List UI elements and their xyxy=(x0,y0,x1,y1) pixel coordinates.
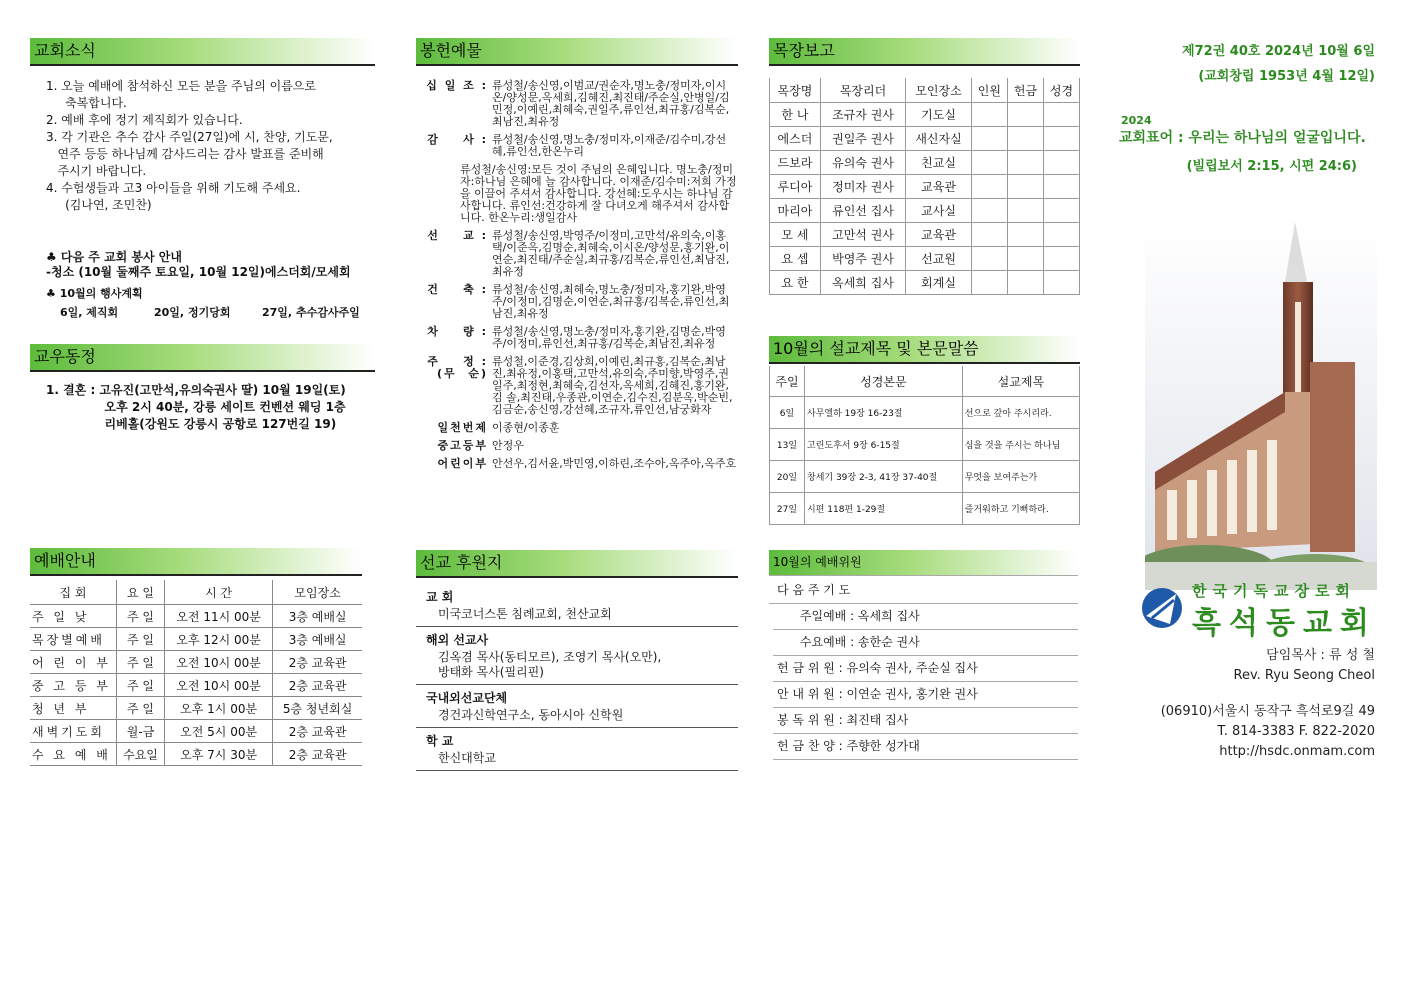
offering-group xyxy=(416,422,738,434)
cell-cell: 교사실 xyxy=(906,199,972,223)
sermon-cell: 선으로 갚아 주시리라. xyxy=(962,397,1079,429)
table-row xyxy=(770,271,1080,295)
founded-line: (교회창립 1953년 4월 12일) xyxy=(1198,69,1375,84)
pastor: 담임목사 : 류 성 철 xyxy=(1266,648,1375,663)
offering-label: 선 교 : xyxy=(427,229,488,242)
cell-cell: 에스더 xyxy=(770,127,821,151)
table-row xyxy=(30,605,362,628)
offering-label: 일천번제 xyxy=(437,421,488,434)
sermon-header: 10월의 설교제목 및 본문말씀 xyxy=(769,336,1080,364)
column-1 xyxy=(30,38,375,433)
cell-empty-cell xyxy=(971,103,1007,127)
cell-cell: 교육관 xyxy=(906,175,972,199)
offering-group xyxy=(416,230,738,278)
offering-label: 어린이부 xyxy=(437,457,488,470)
cell-empty-cell xyxy=(1007,127,1043,151)
cell-header: 목장보고 xyxy=(769,38,1080,66)
table-row xyxy=(770,429,1080,461)
masthead xyxy=(1085,40,1375,174)
news-item: 2. 예배 후에 정기 제직회가 있습니다. xyxy=(46,113,243,127)
cell-cell: 모 세 xyxy=(770,223,821,247)
service-notice xyxy=(30,250,375,320)
offering-names: 이종현/이종훈 xyxy=(492,421,560,434)
duty-line: 안 내 위 원 : 이연순 권사, 홍기완 권사 xyxy=(773,682,1078,708)
worship-cell: 2층 교육관 xyxy=(273,720,362,743)
offering-label: 중고등부 xyxy=(437,439,488,452)
denomination-name: 한국기독교장로회 xyxy=(1192,582,1356,600)
cell-empty-cell xyxy=(1043,151,1079,175)
worship-cell: 오후 1시 00분 xyxy=(165,697,273,720)
worship-cell: 5층 청년회실 xyxy=(273,697,362,720)
sermon-cell: 시편 118편 1-29절 xyxy=(805,493,963,525)
sermon-cell: 심을 것을 주시는 하나님 xyxy=(962,429,1079,461)
cell-col-header: 모인장소 xyxy=(906,78,972,103)
cell-cell: 고만석 권사 xyxy=(820,223,905,247)
worship-cell: 목장별예배 xyxy=(30,628,117,651)
offering-group xyxy=(416,440,738,452)
cell-col-header: 헌금 xyxy=(1007,78,1043,103)
church-logo xyxy=(1140,580,1380,641)
worship-cell: 오전 11시 00분 xyxy=(165,605,273,628)
sermon-cell: 창세기 39장 2-3, 41장 37-40절 xyxy=(805,461,963,493)
year-label: 2024 xyxy=(1121,114,1152,127)
table-row xyxy=(30,674,362,697)
offering-names: 류성철/송신영,최혜숙,명노충/정미자,홍기완,박영주/이정미,김명순,이연순,최규홍/김복순,류인선,최남진,최유정 xyxy=(492,283,730,320)
cell-empty-cell xyxy=(1007,223,1043,247)
cell-cell: 류인선 집사 xyxy=(820,199,905,223)
news-item: 주시기 바랍니다. xyxy=(46,164,147,178)
cell-header-row xyxy=(770,78,1080,103)
cell-cell: 선교원 xyxy=(906,247,972,271)
sermon-cell: 6일 xyxy=(770,397,805,429)
mission-entry: 방태화 목사(필리핀) xyxy=(438,665,544,679)
cell-cell: 요 셉 xyxy=(770,247,821,271)
sermon-header-row xyxy=(770,366,1080,397)
sermon-cell: 무엇을 보여주는가 xyxy=(962,461,1079,493)
phone: T. 814-3383 F. 822-2020 xyxy=(1217,724,1375,739)
mission-entries xyxy=(416,605,738,627)
service-head: ♣ 다음 주 교회 봉사 안내 xyxy=(46,250,182,264)
event-2: 20일, 정기당회 xyxy=(154,306,231,319)
worship-cell: 새벽기도회 xyxy=(30,720,117,743)
mission-section xyxy=(416,550,738,771)
member-line: 오후 2시 40분, 강릉 세이트 컨벤션 웨딩 1층 xyxy=(46,400,346,414)
cell-cell: 기도실 xyxy=(906,103,972,127)
mission-entry: 한신대학교 xyxy=(438,751,496,765)
offering-header: 봉헌예물 xyxy=(416,38,738,66)
cell-empty-cell xyxy=(1043,127,1079,151)
verse: (빌립보서 2:15, 시편 24:6) xyxy=(1186,159,1357,174)
cell-empty-cell xyxy=(1043,223,1079,247)
sermon-cell: 27일 xyxy=(770,493,805,525)
worship-cell: 3층 예배실 xyxy=(273,628,362,651)
mission-entry: 경건과신학연구소, 동아시아 신학원 xyxy=(438,708,624,722)
table-row xyxy=(770,151,1080,175)
mission-category: 학 교 xyxy=(426,734,454,748)
worship-cell: 2층 교육관 xyxy=(273,743,362,766)
worship-cell: 어 린 이 부 xyxy=(30,651,117,674)
cell-empty-cell xyxy=(1043,175,1079,199)
worship-header-row xyxy=(30,580,362,605)
cell-cell: 옥세희 집사 xyxy=(820,271,905,295)
sermon-col-header: 주일 xyxy=(770,366,805,397)
news-item: 3. 각 기관은 추수 감사 주일(27일)에 시, 찬양, 기도문, xyxy=(46,130,333,144)
cell-empty-cell xyxy=(1043,103,1079,127)
mission-list xyxy=(416,584,738,771)
cell-empty-cell xyxy=(1007,151,1043,175)
offering-label: 차 량 : xyxy=(427,325,488,338)
news-item: (김나연, 조민찬) xyxy=(46,198,152,212)
cell-empty-cell xyxy=(971,271,1007,295)
worship-cell: 오후 7시 30분 xyxy=(165,743,273,766)
worship-header: 예배안내 xyxy=(30,548,362,576)
offering-names: 류성철/송신영,명노충/정미자,이재준/김수미,강선혜,류인선,한온누리 xyxy=(492,133,727,158)
offering-group xyxy=(416,80,738,128)
table-row xyxy=(770,175,1080,199)
cell-empty-cell xyxy=(1043,199,1079,223)
duty-line: 다 음 주 기 도 xyxy=(773,578,1078,604)
sermon-cell: 20일 xyxy=(770,461,805,493)
duty-list xyxy=(769,578,1078,753)
cell-cell: 요 한 xyxy=(770,271,821,295)
worship-cell: 주 일 xyxy=(117,697,165,720)
cell-cell: 마리아 xyxy=(770,199,821,223)
mission-entry: 미국코너스톤 침례교회, 천산교회 xyxy=(438,607,612,621)
events-head: ♣ 10월의 행사계획 xyxy=(46,287,143,300)
worship-cell: 3층 예배실 xyxy=(273,605,362,628)
members-header: 교우동정 xyxy=(30,344,375,372)
offering-list xyxy=(416,66,738,470)
cell-empty-cell xyxy=(1007,199,1043,223)
worship-cell: 월-금 xyxy=(117,720,165,743)
member-line: 리베홀(강원도 강릉시 공항로 127번길 19) xyxy=(46,417,337,431)
worship-cell: 주 일 xyxy=(117,651,165,674)
cell-cell: 회계실 xyxy=(906,271,972,295)
worship-cell: 오전 5시 00분 xyxy=(165,720,273,743)
mission-entries xyxy=(416,749,738,771)
column-2 xyxy=(416,38,738,476)
cell-table xyxy=(769,78,1080,295)
cell-col-header: 성경 xyxy=(1043,78,1079,103)
events-row xyxy=(46,305,375,320)
table-row xyxy=(770,461,1080,493)
news-item: 4. 수험생들과 고3 아이들을 위해 기도해 주세요. xyxy=(46,181,301,195)
issue-line: 제72권 40호 2024년 10월 6일 xyxy=(1182,44,1375,59)
offering-names: 안정우 xyxy=(492,439,524,452)
cell-col-header: 목장명 xyxy=(770,78,821,103)
cell-empty-cell xyxy=(971,151,1007,175)
table-row xyxy=(770,247,1080,271)
sermon-col-header: 성경본문 xyxy=(805,366,963,397)
worship-cell: 주 일 낮 xyxy=(30,605,117,628)
table-row xyxy=(30,628,362,651)
worship-cell: 수요일 xyxy=(117,743,165,766)
duty-line: 헌 금 찬 양 : 주향한 성가대 xyxy=(773,734,1078,760)
worship-col-header: 집 회 xyxy=(30,580,117,605)
cell-cell: 조규자 권사 xyxy=(820,103,905,127)
worship-cell: 주 일 xyxy=(117,605,165,628)
cell-cell: 교육관 xyxy=(906,223,972,247)
cell-cell: 드보라 xyxy=(770,151,821,175)
offering-names: 류성철/송신영,이범교/권순자,명노충/정미자,이시온/양성문,옥세희,김혜진,최진태/주순실,안병일/김민정,이예린,최혜숙,권일주,류인선,최규홍/김복순,최남진,최유정 xyxy=(492,79,730,128)
offering-names: 류성철/송신영,박영주/이정미,고만석/유의숙,이홍택/이준옥,김명순,최혜숙,이시온/양성문,홍기완,이연순,최진태/주순실,최규홍/김복순,류인선,최남진,최유정 xyxy=(492,229,730,278)
mission-category: 국내외선교단체 xyxy=(426,691,508,705)
cell-cell: 권일주 권사 xyxy=(820,127,905,151)
offering-group xyxy=(416,284,738,320)
table-row xyxy=(30,651,362,674)
worship-cell: 2층 교육관 xyxy=(273,651,362,674)
news-header: 교회소식 xyxy=(30,38,375,66)
sermon-col-header: 설교제목 xyxy=(962,366,1079,397)
sermon-cell: 13일 xyxy=(770,429,805,461)
duty-line: 봉 독 위 원 : 최진태 집사 xyxy=(773,708,1078,734)
offering-names: 류성철/송신영,명노충/정미자,홍기완,김명순,박영주/이정미,류인선,최규홍/김복순,최남진,최유정 xyxy=(492,325,726,350)
duty-line: 주일예배 : 옥세희 집사 xyxy=(773,604,1078,630)
cell-empty-cell xyxy=(1007,175,1043,199)
cell-cell: 정미자 권사 xyxy=(820,175,905,199)
mission-category: 교 회 xyxy=(426,590,454,604)
website: http://hsdc.onmam.com xyxy=(1219,744,1375,759)
offering-label: 감 사 : xyxy=(427,133,488,146)
cell-empty-cell xyxy=(1007,103,1043,127)
cell-cell: 친교실 xyxy=(906,151,972,175)
worship-cell: 주 일 xyxy=(117,628,165,651)
offering-group xyxy=(416,164,738,224)
cell-cell: 유의숙 권사 xyxy=(820,151,905,175)
sermon-cell: 고린도후서 9장 6-15절 xyxy=(805,429,963,461)
duty-line: 수요예배 : 송한순 권사 xyxy=(773,630,1078,656)
worship-cell: 오전 10시 00분 xyxy=(165,651,273,674)
offering-label xyxy=(416,164,460,224)
cell-cell: 새신자실 xyxy=(906,127,972,151)
church-building-illustration xyxy=(1145,222,1377,590)
table-row xyxy=(30,743,362,766)
table-row xyxy=(30,697,362,720)
offering-group xyxy=(416,356,738,416)
denomination-logo-icon xyxy=(1140,586,1184,630)
offering-label: 건 축 : xyxy=(427,283,488,296)
cell-col-header: 인원 xyxy=(971,78,1007,103)
worship-cell: 2층 교육관 xyxy=(273,674,362,697)
motto: 교회표어 : 우리는 하나님의 얼굴입니다. xyxy=(1119,130,1366,146)
offering-names: 류성철,이준경,김상희,이예린,최규홍,김복순,최남진,최유정,이홍택,고만석,유의숙,주미향,박영주,권일주,최정현,최혜숙,김선자,옥세희,김혜진,홍기완,김 솔,최진태,우종관,이연순,김수진,김분옥,박순빈,김금순,송신영,강선혜,조규자,류인선,남궁화자 xyxy=(492,355,733,416)
cell-col-header: 목장리더 xyxy=(820,78,905,103)
worship-table xyxy=(30,580,362,766)
cell-empty-cell xyxy=(971,199,1007,223)
cell-empty-cell xyxy=(1007,247,1043,271)
offering-label: 주 정 : (무 순) xyxy=(427,355,488,380)
members-list xyxy=(30,372,375,433)
news-item: 연주 등등 하나님께 감사드리는 감사 발표를 준비해 xyxy=(46,147,324,161)
service-line: -청소 (10월 둘째주 토요일, 10월 12일)에스더회/모세회 xyxy=(46,265,351,279)
worship-section xyxy=(30,548,362,766)
mission-entry: 김옥겸 목사(동티모르), 조영기 목사(오만), xyxy=(438,650,662,664)
pastor-en: Rev. Ryu Seong Cheol xyxy=(1233,668,1375,683)
news-list xyxy=(30,66,375,214)
sermon-section xyxy=(769,336,1080,525)
mission-entries xyxy=(416,648,738,685)
address: (06910)서울시 동작구 흑석로9길 49 xyxy=(1160,704,1375,719)
offering-group xyxy=(416,134,738,158)
mission-header: 선교 후원지 xyxy=(416,550,738,578)
cell-cell: 루디아 xyxy=(770,175,821,199)
event-3: 27일, 추수감사주일 xyxy=(262,306,360,319)
duty-section xyxy=(769,550,1078,753)
member-line: 1. 결혼 : 고유진(고만석,유의숙권사 딸) 10월 19일(토) xyxy=(46,383,346,397)
offering-names: 류성철/송신영:모든 것이 주님의 은혜입니다. 명노충/정미자:하나님 은혜에 늘 감사합니다. 이재준/김수미:저희 가정을 이끌어 주셔서 감사합니다. 강선혜:도우시는 하나님 감사합니다. 류인선:건강하게 잘 다녀오게 해주셔서 감사합니다. 한온누리:생일감사 xyxy=(460,163,737,224)
worship-cell: 오후 12시 00분 xyxy=(165,628,273,651)
table-row xyxy=(770,223,1080,247)
worship-col-header: 요 일 xyxy=(117,580,165,605)
table-row xyxy=(770,103,1080,127)
table-row xyxy=(770,493,1080,525)
offering-names: 안선우,김서윤,박민영,이하린,조수아,옥주아,옥주호 xyxy=(492,457,737,470)
cell-empty-cell xyxy=(1007,271,1043,295)
news-item: 1. 오늘 예배에 참석하신 모든 분을 주님의 이름으로 xyxy=(46,79,316,93)
cell-empty-cell xyxy=(971,247,1007,271)
cell-empty-cell xyxy=(1043,271,1079,295)
duty-header: 10월의 예배위원 xyxy=(769,550,1078,576)
worship-cell: 청 년 부 xyxy=(30,697,117,720)
cell-empty-cell xyxy=(971,127,1007,151)
mission-category: 해외 선교사 xyxy=(426,633,489,647)
sermon-cell: 즐거워하고 기뻐하라. xyxy=(962,493,1079,525)
duty-line: 헌 금 위 원 : 유의숙 권사, 주순실 집사 xyxy=(773,656,1078,682)
table-row xyxy=(770,397,1080,429)
sermon-cell: 사무엘하 19장 16-23절 xyxy=(805,397,963,429)
cell-cell: 한 나 xyxy=(770,103,821,127)
sermon-table xyxy=(769,366,1080,525)
worship-col-header: 모임장소 xyxy=(273,580,362,605)
event-1: 6일, 제직회 xyxy=(60,306,119,319)
worship-col-header: 시 간 xyxy=(165,580,273,605)
cell-empty-cell xyxy=(1043,247,1079,271)
worship-cell: 중 고 등 부 xyxy=(30,674,117,697)
column-3 xyxy=(769,38,1080,295)
cell-empty-cell xyxy=(971,175,1007,199)
church-name: 흑석동교회 xyxy=(1192,606,1377,641)
table-row xyxy=(30,720,362,743)
news-item: 축복합니다. xyxy=(46,96,127,110)
worship-cell: 수 요 예 배 xyxy=(30,743,117,766)
table-row xyxy=(770,127,1080,151)
offering-group xyxy=(416,458,738,470)
mission-entries xyxy=(416,706,738,728)
cell-empty-cell xyxy=(971,223,1007,247)
cell-cell: 박영주 권사 xyxy=(820,247,905,271)
worship-cell: 주 일 xyxy=(117,674,165,697)
offering-group xyxy=(416,326,738,350)
contact-block xyxy=(1110,646,1375,762)
worship-cell: 오전 10시 00분 xyxy=(165,674,273,697)
offering-label: 십 일 조 : xyxy=(426,79,488,92)
table-row xyxy=(770,199,1080,223)
